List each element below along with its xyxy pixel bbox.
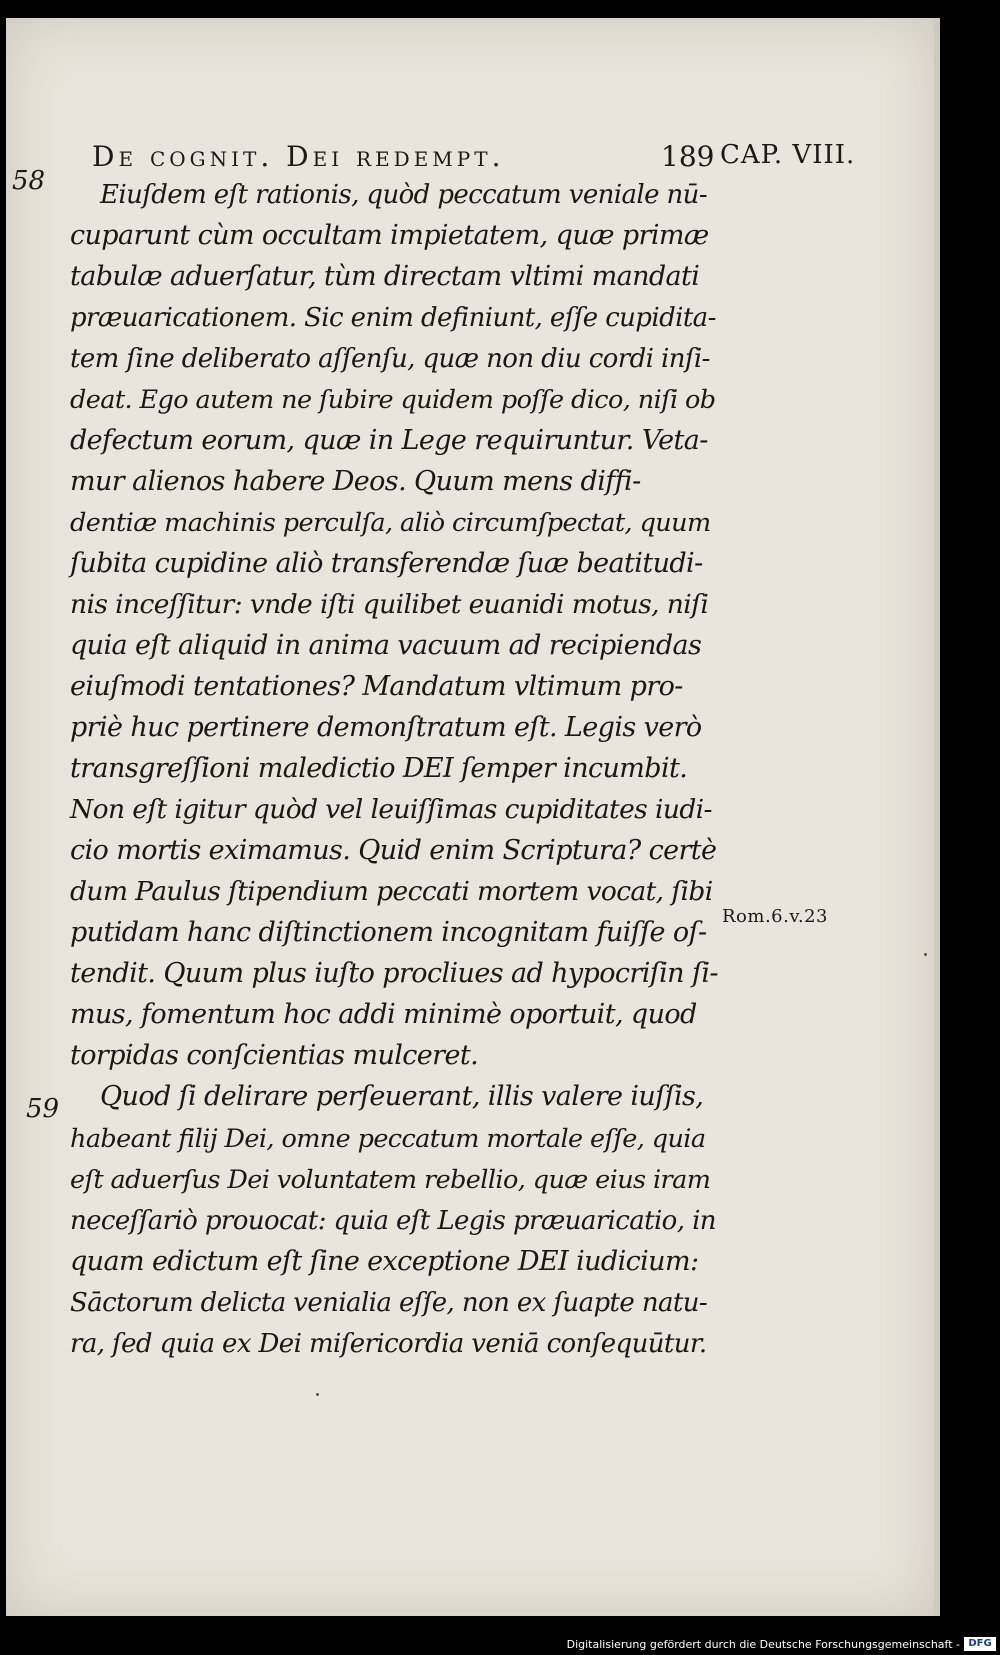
page-number: 189 <box>661 140 715 173</box>
text-line: quam edictum eſt ſine exceptione DEI iudicium: <box>70 1246 699 1277</box>
dfg-logo: DFG <box>964 1637 996 1651</box>
footer-bar <box>0 1634 1000 1655</box>
text-line: torpidas conſcientias mulceret. <box>70 1040 479 1071</box>
text-line: defectum eorum, quæ in Lege requiruntur. Veta- <box>70 425 708 456</box>
text-line: tabulæ aduerſatur, tùm directam vltimi mandati <box>70 261 700 292</box>
text-line: ra, ſed quia ex Dei miſericordia veniā conſequūtur. <box>70 1329 707 1359</box>
footer-credit: Digitalisierung gefördert durch die Deutsche Forschungsgemeinschaft - <box>566 1638 960 1651</box>
text-line: cio mortis eximamus. Quid enim Scriptura? certè <box>70 835 717 866</box>
paper-speck <box>316 1393 319 1396</box>
running-title: De cognit. Dei redempt. <box>92 140 505 173</box>
text-line: nis inceſſitur: vnde iſti quilibet euanidi motus, niſi <box>70 589 709 620</box>
text-line: Non eſt igitur quòd vel leuiſſimas cupiditates iudi- <box>70 794 712 825</box>
text-line: tem ſine deliberato aſſenſu, quæ non diu cordi inſi- <box>70 344 710 374</box>
text-line: mur alienos habere Deos. Quum mens diffi- <box>70 466 641 497</box>
text-line: eiuſmodi tentationes? Mandatum vltimum pro- <box>70 671 683 702</box>
text-line: Quod ſi delirare perſeuerant, illis valere iuſſis, <box>100 1081 704 1112</box>
chapter-label: CAP. VIII. <box>720 140 856 170</box>
text-line: deat. Ego autem ne ſubire quidem poſſe dico, niſi ob <box>70 385 716 415</box>
text-line: habeant filij Dei, omne peccatum mortale eſſe, quia <box>70 1124 706 1154</box>
text-line: mus, fomentum hoc addi minimè oportuit, quod <box>70 999 697 1030</box>
text-line: transgreſſioni maledictio DEI ſemper incumbit. <box>70 753 688 784</box>
text-line: dentiæ machinis perculſa, aliò circumſpectat, quum <box>70 508 711 538</box>
text-line: cuparunt cùm occultam impietatem, quæ primæ <box>70 220 709 251</box>
text-line: neceſſariò prouocat: quia eſt Legis præuaricatio, in <box>70 1206 716 1236</box>
text-line: præuaricationem. Sic enim definiunt, eſſe cupidita- <box>70 303 716 333</box>
paragraph-number-59: 59 <box>26 1094 60 1124</box>
text-line: Eiuſdem eſt rationis, quòd peccatum veniale nū- <box>100 180 708 210</box>
text-line: tendit. Quum plus iuſto procliues ad hypocriſin ſi- <box>70 958 718 989</box>
paper-speck <box>924 953 927 956</box>
margin-reference: Rom.6.v.23 <box>722 906 829 927</box>
text-line: putidam hanc diſtinctionem incognitam fuiſſe oſ- <box>70 917 707 948</box>
paragraph-number-58: 58 <box>12 166 46 196</box>
page-edge <box>934 18 940 1616</box>
text-line: dum Paulus ſtipendium peccati mortem vocat, ſibi <box>70 876 713 907</box>
running-header <box>6 118 934 178</box>
text-line: Sāctorum delicta venialia eſſe, non ex ſuapte natu- <box>70 1288 708 1318</box>
text-line: eſt aduerſus Dei voluntatem rebellio, quæ eius iram <box>70 1165 711 1195</box>
text-line: quia eſt aliquid in anima vacuum ad recipiendas <box>70 630 702 661</box>
text-line: priè huc pertinere demonſtratum eſt. Legis verò <box>70 712 702 743</box>
text-line: ſubita cupidine aliò transferendæ ſuæ beatitudi- <box>70 548 703 579</box>
book-page <box>6 18 934 1616</box>
